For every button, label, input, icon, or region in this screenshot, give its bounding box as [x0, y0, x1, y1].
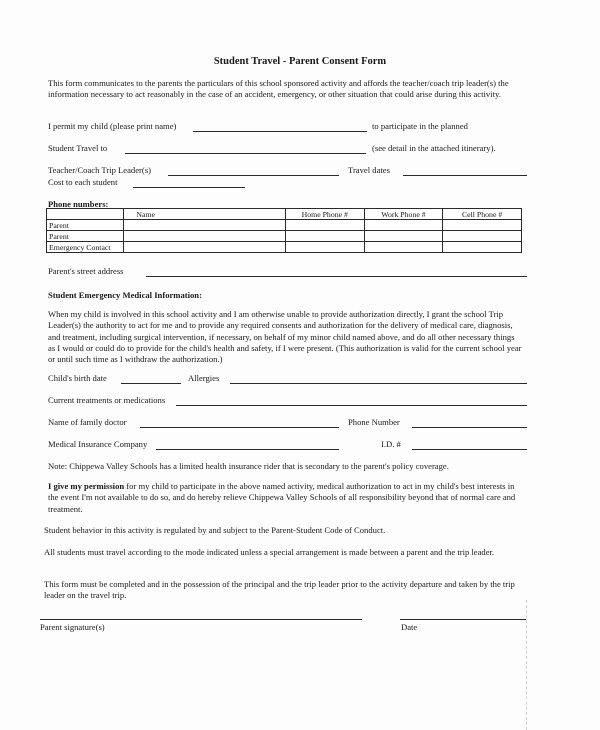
travel-mode-paragraph: All students must travel according to the mode indicated unless a special arrangement is made between a parent and the trip leader.: [44, 547, 495, 557]
cell-phone-cell[interactable]: [443, 242, 522, 253]
date-label: Date: [401, 622, 418, 632]
insurance-company-label: Medical Insurance Company: [48, 439, 148, 449]
allergies-label: Allergies: [188, 373, 220, 383]
phone-numbers-table: [46, 208, 522, 253]
table-header-row: [47, 209, 522, 220]
cost-label: Cost to each student: [48, 177, 118, 187]
doctor-phone-field[interactable]: [412, 427, 527, 428]
cost-field[interactable]: [133, 187, 245, 188]
family-doctor-field[interactable]: [140, 427, 339, 428]
medical-info-heading: Student Emergency Medical Information:: [48, 290, 202, 300]
doctor-phone-label: Phone Number: [348, 417, 400, 427]
street-address-label: Parent's street address: [48, 266, 124, 276]
name-cell[interactable]: [124, 220, 286, 231]
travel-dates-label: Travel dates: [348, 165, 390, 175]
insurance-id-field[interactable]: [412, 449, 527, 450]
column-header-name: Name: [124, 209, 286, 220]
completion-paragraph: This form must be completed and in the possession of the principal and the trip leader prior to the activity departure and taken by the trip leader on the travel trip.: [44, 579, 515, 601]
travel-dates-field[interactable]: [403, 175, 527, 176]
work-phone-cell[interactable]: [364, 242, 443, 253]
phone-numbers-heading: Phone numbers:: [48, 199, 109, 209]
work-phone-cell[interactable]: [364, 220, 443, 231]
table-row: [47, 220, 522, 231]
name-cell[interactable]: [124, 231, 286, 242]
allergies-field[interactable]: [230, 383, 527, 384]
student-travel-label: Student Travel to: [48, 143, 108, 153]
permission-text: for my child to participate in the above named activity, medical authorization to act in my child's best interests in the event I'm not available to do so, and do hereby relieve Chippewa Valley Schools of all responsibility beyond that of normal care and treatment.: [48, 481, 516, 514]
column-header: [47, 209, 124, 220]
permit-label: I permit my child (please print name): [48, 121, 177, 131]
insurance-company-field[interactable]: [156, 449, 339, 450]
insurance-note: Note: Chippewa Valley Schools has a limited health insurance rider that is secondary to the parent's policy coverage.: [48, 461, 449, 471]
scan-edge-divider: [526, 600, 527, 730]
participate-label: to participate in the planned: [372, 121, 468, 131]
permission-paragraph: [48, 481, 520, 515]
street-address-field[interactable]: [146, 276, 527, 277]
table-row: [47, 231, 522, 242]
birth-date-label: Child's birth date: [48, 373, 107, 383]
table-row: [47, 242, 522, 253]
intro-paragraph: This form communicates to the parents the particulars of this school sponsored activity and affords the teacher/coach trip leader(s) the information necessary to act reasonably in the case of an accident, emergency, or other situation that could arise during this activity.: [48, 78, 509, 100]
behavior-text: Student behavior in this activity is regulated by and subject to the Parent-Student Code of Conduct.: [44, 525, 386, 535]
row-label-parent: Parent: [47, 231, 124, 242]
row-label-emergency-contact: Emergency Contact: [47, 242, 124, 253]
column-header-cell-phone: Cell Phone #: [443, 209, 522, 220]
column-header-work-phone: Work Phone #: [364, 209, 443, 220]
cell-phone-cell[interactable]: [443, 220, 522, 231]
trip-leader-label: Teacher/Coach Trip Leader(s): [48, 165, 151, 175]
trip-leader-field[interactable]: [168, 175, 339, 176]
permission-lead: I give my permission: [48, 481, 125, 491]
treatments-field[interactable]: [176, 405, 527, 406]
family-doctor-label: Name of family doctor: [48, 417, 127, 427]
insurance-id-label: I.D. #: [381, 439, 401, 449]
form-title: Student Travel - Parent Consent Form: [213, 56, 387, 67]
birth-date-field[interactable]: [121, 383, 181, 384]
parent-signature-label: Parent signature(s): [40, 622, 105, 632]
travel-destination-field[interactable]: [125, 153, 366, 154]
row-label-parent: Parent: [47, 220, 124, 231]
home-phone-cell[interactable]: [285, 242, 364, 253]
column-header-home-phone: Home Phone #: [285, 209, 364, 220]
date-field[interactable]: [400, 619, 526, 620]
cell-phone-cell[interactable]: [443, 231, 522, 242]
home-phone-cell[interactable]: [285, 231, 364, 242]
name-cell[interactable]: [124, 242, 286, 253]
child-name-field[interactable]: [193, 131, 367, 132]
see-detail-text: (see detail in the attached itinerary).: [372, 143, 496, 153]
home-phone-cell[interactable]: [285, 220, 364, 231]
medical-authorization-paragraph: When my child is involved in this school activity and I am otherwise unable to provide authorization directly, I grant the school Trip Leader(s) the authority to act for me and to provide any required consents and authorization for the delivery of medical care, diagnosis, and treatment, including surgical intervention, if necessary, on behalf of my minor child named above, and do all other necessary things as I would or could do to provide for the child's health and safety, if I were present. (This authorization is valid for the current school year or until such time as I withdraw the authorization.): [48, 309, 522, 365]
treatments-label: Current treatments or medications: [48, 395, 166, 405]
work-phone-cell[interactable]: [364, 231, 443, 242]
parent-signature-field[interactable]: [40, 619, 362, 620]
